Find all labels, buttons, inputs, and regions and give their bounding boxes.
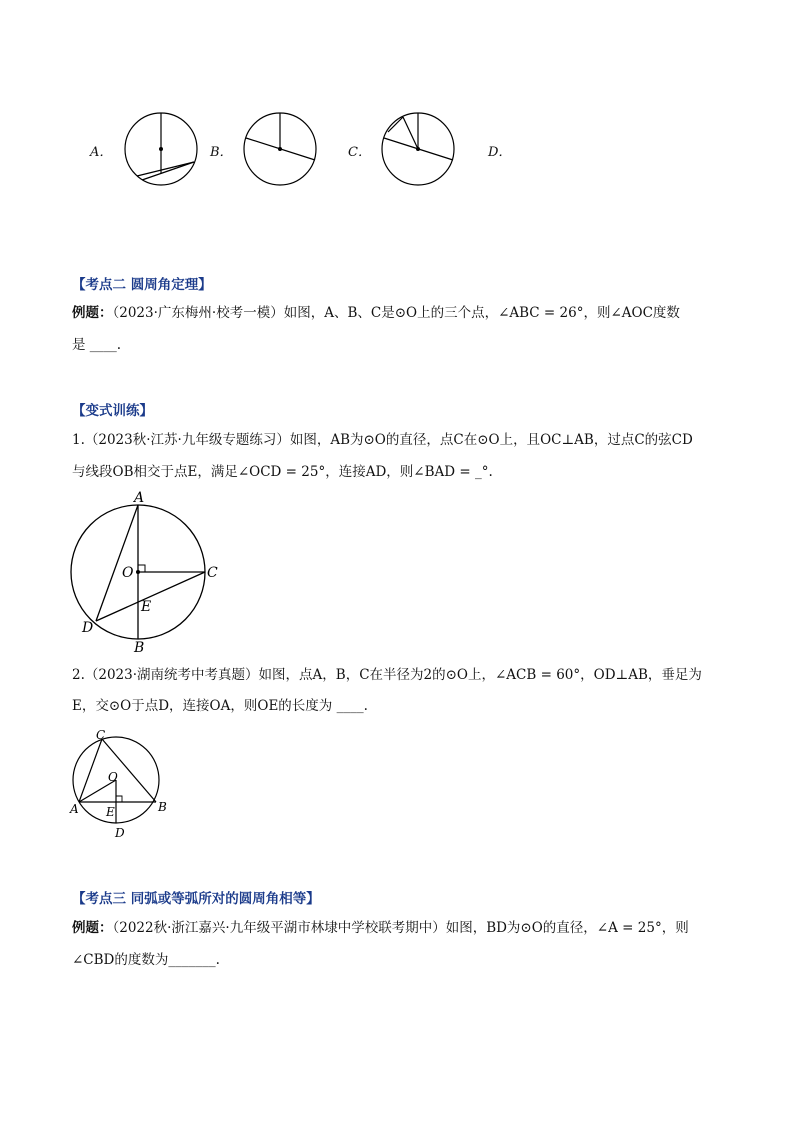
option-b-label: B． [210,145,233,160]
section3-heading: 【考点三 同弧或等弧所对的圆周角相等】 [72,891,320,907]
q2-line1: 2.（2023·湖南统考中考真题）如图，点A，B，C在半径为2的⊙O上，∠ACB = 60°，OD⊥AB，垂足为 [72,667,702,683]
option-a-label: A． [90,145,113,160]
section3-example-line2: ∠CBD的度数为_______. [72,952,220,968]
fig2-label-c: C [96,728,106,742]
fig1-label-b: B [134,640,145,654]
section2-example-line2: 是 ____. [72,337,122,353]
practice-heading: 【变式训练】 [72,403,153,419]
section2-example-line1 [72,304,680,322]
example-text: （2023·广东梅州·校考一模）如图，A、B、C是⊙O上的三个点，∠ABC = 26°，则∠AOC度数 [112,305,680,321]
fig2-label-a: A [70,802,79,816]
example-prefix: 例题： [72,920,113,936]
option-b-figure [242,110,322,190]
q1-line2: 与线段OB相交于点E，满足∠OCD = 25°，连接AD，则∠BAD = _°. [72,464,493,480]
fig2-label-d: D [115,826,125,840]
fig1-label-e: E [141,599,152,615]
section3-example-line1 [72,919,689,937]
section2-heading: 【考点二 圆周角定理】 [72,277,212,293]
example-text: （2022秋·浙江嘉兴·九年级平湖市林埭中学校联考期中）如图，BD为⊙O的直径，∠A = 25°，则 [112,920,689,936]
option-d-label: D． [488,145,512,160]
example-prefix: 例题： [72,305,113,321]
option-a-figure [122,110,202,190]
fig2-label-e: E [106,805,115,819]
fig1-label-c: C [207,565,218,581]
fig1-label-d: D [82,620,94,636]
option-c-figure [380,110,460,190]
q1-figure [62,486,232,654]
q2-figure [66,725,186,845]
option-c-label: C． [348,145,371,160]
q2-line2: E，交⊙O于点D，连接OA，则OE的长度为 ____. [72,698,368,714]
fig2-label-b: B [158,800,167,814]
fig2-label-o: O [108,770,118,784]
q1-line1: 1.（2023秋·江苏·九年级专题练习）如图，AB为⊙O的直径，点C在⊙O上，且OC⊥AB，过点C的弦CD [72,432,693,448]
fig1-label-o: O [122,565,134,581]
fig1-label-a: A [134,490,145,506]
